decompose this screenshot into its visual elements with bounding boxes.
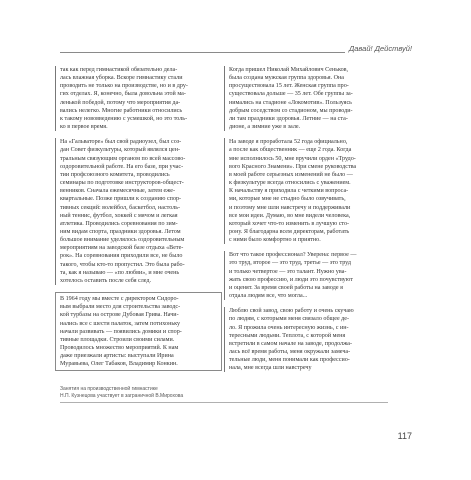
text-line: оздоровительной работе. На его базе, при учас- [60, 163, 184, 170]
text-line: лась всё время работы, меня окружали замеча- [229, 349, 351, 355]
text-line: ный теннис, футбол, хоккей с мячом и легкая [60, 212, 178, 219]
text-line: это труд, второе — это труд, третье — это труд [229, 260, 351, 267]
page-number: 117 [397, 431, 412, 441]
text-line: и только четвертое — это талант. Нужно ува- [229, 268, 347, 275]
text-line: даже приезжали артисты: выступали Ирина [60, 353, 174, 360]
text-line: в моей работе серьезных изменений не было — [229, 171, 353, 178]
text-line: дионе, а зимние уже в зале. [229, 124, 301, 131]
text-line: вались нелегко. Многие работники относились [60, 107, 183, 114]
text-line: ло. Я прожила очень интересную жизнь, с ин- [229, 324, 349, 331]
text-line: Муравьева, Олег Табаков, Владимир Конкин. [60, 361, 178, 368]
paragraph [224, 307, 391, 372]
text-line: вого Красного Знамени». При смене руководства [229, 163, 357, 170]
caption-line: Занятия на производственной гимнастике [60, 386, 158, 392]
text-line: встретили в самом начале на заводе, продолжа- [229, 340, 353, 347]
text-line: а после как общественник — еще 2 года. Когда [229, 147, 352, 154]
text-line: вым выбрали место для строительства заводс- [60, 304, 181, 311]
text-line: Вот что такое профессионал? Уверена: первое — [229, 252, 357, 259]
text-line: мне исполнилось 50, мне вручили орден «Трудо- [229, 155, 356, 162]
text-line: ленькой победой, потому что мероприятия да- [60, 99, 181, 106]
paragraph [224, 251, 391, 300]
text-line: ним видам спорта, праздники здоровья. Летом [60, 228, 181, 235]
text-line: та, как я называю — «по любви», и мне очень [60, 269, 180, 276]
text-line: и поэтому мне шли навстречу и поддерживали [229, 204, 351, 211]
text-line: который хочет что-то изменить в лучшую сто- [229, 220, 350, 227]
text-line: квартальные. Позже пришли к созданию спор- [60, 196, 182, 203]
right-column [229, 66, 391, 379]
text-line: добрым соседством со стадионом, мы проводи- [229, 107, 353, 114]
text-line: с ними было комфортно и приятно. [229, 237, 321, 244]
text-line: Когда пришел Николай Михайлович Сеньков, [229, 67, 349, 73]
paragraph [55, 138, 222, 285]
text-line: так как перед гимнастикой обязательно дела- [60, 67, 178, 73]
text-line: тересными людьми. Теплота, с которой меня [229, 332, 346, 339]
text-line: ли там праздники здоровья. Летние — на ста- [229, 115, 348, 122]
text-line: начали развивать — появились домики и спор- [60, 328, 182, 335]
text-line: Проводилось множество мероприятий. К нам [60, 345, 179, 351]
text-line: Люблю свой завод, свою работу и очень скучаю [229, 308, 354, 315]
text-line: На заводе я проработала 52 года официально, [229, 139, 348, 146]
text-line: отдала людям все, что могла... [229, 293, 308, 300]
text-line: тральным связующим органом по всей массово- [60, 155, 186, 162]
text-line: такого, чтобы кто-то пропустил. Это была рабо- [60, 261, 185, 268]
paragraph [224, 138, 391, 244]
caption-line: Н.П. Кузнецова участвует в заграничной В.Мирохова [60, 393, 184, 399]
text-line: В 1964 году мы вместе с директором Сидоро- [60, 296, 179, 303]
text-line: рок». На соревнования приходили все, не было [60, 253, 183, 260]
text-line: семинары по подготовке инструкторов-общест- [60, 180, 184, 187]
paragraph [55, 66, 222, 131]
text-line: жать свою профессию, и люди это почувствуют [229, 276, 353, 283]
text-line: атлетика. Проводились соревнования по зим- [60, 220, 178, 227]
text-line: все мои идеи. Думаю, во мне видели человека, [229, 212, 351, 219]
text-line: нала, мне всегда шли навстречу [229, 365, 312, 372]
text-line: к физкультуре всегда относились с уважением. [229, 180, 351, 187]
text-line: и оценят. За время своей работы на заводе я [229, 284, 343, 291]
text-line: тивные площадки. Строили своими силами. [60, 336, 175, 343]
text-line: нимались на стадионе «Локомотив». Пользуясь [229, 99, 352, 106]
text-line: На «Гальваторе» был свой радиоузел, был соз- [60, 139, 182, 146]
text-line: нались все с шести палаток, затем потихоньку [60, 320, 181, 327]
header-rule [60, 52, 388, 53]
section-title: Давай! Действуй! [345, 44, 412, 53]
text-line: К начальству я приходила с четкими вопроса- [229, 188, 349, 195]
text-line: хотелось оставить после себя след. [60, 277, 152, 284]
text-line: проводить не только на производстве, но и в дру- [60, 83, 188, 90]
text-line: дан Совет физкультуры, который являлся цен- [60, 147, 181, 154]
text-line: была создана мужская группа здоровья. Она [229, 75, 345, 82]
text-line: гих отделах. Я, конечно, была довольна этой ма- [60, 91, 186, 98]
left-column [60, 66, 222, 378]
text-line: рону. Я благодарна всем директорам, работать [229, 228, 350, 235]
paragraph [224, 66, 391, 131]
text-line: по людям, с которыми меня связало общее де- [229, 316, 350, 323]
text-line: существовала дольше — 35 лет. Обе группы за- [229, 91, 353, 98]
text-line: большое внимание уделялось оздоровительным [60, 237, 185, 244]
text-line: тивных секций: волейбол, баскетбол, настоль- [60, 204, 181, 211]
text-line: тельные люди, меня понимали как профессио- [229, 357, 350, 364]
text-line: к такому нововведению с усмешкой, но это толь- [60, 115, 188, 122]
photo-caption [60, 386, 183, 400]
text-line: тии профсоюзного комитета, проводились [60, 171, 170, 178]
text-line: ко в первое время. [60, 124, 108, 131]
footer-rule [60, 402, 388, 403]
text-line: просуществовала 15 лет. Женская группа про- [229, 83, 349, 90]
text-line: кой турбазы на острове Дубовая Грива. Начи- [60, 312, 179, 319]
paragraph [55, 292, 222, 371]
text-line: мероприятиям на заводской базе отдыха «Вете- [60, 245, 184, 252]
text-line: ми, которые мне не стыдно было озвучивать, [229, 196, 346, 203]
text-line: венников. Сначала ежемесячные, затем еже- [60, 188, 176, 195]
text-line: лась влажная уборка. Вскоре гимнастику стали [60, 75, 183, 82]
